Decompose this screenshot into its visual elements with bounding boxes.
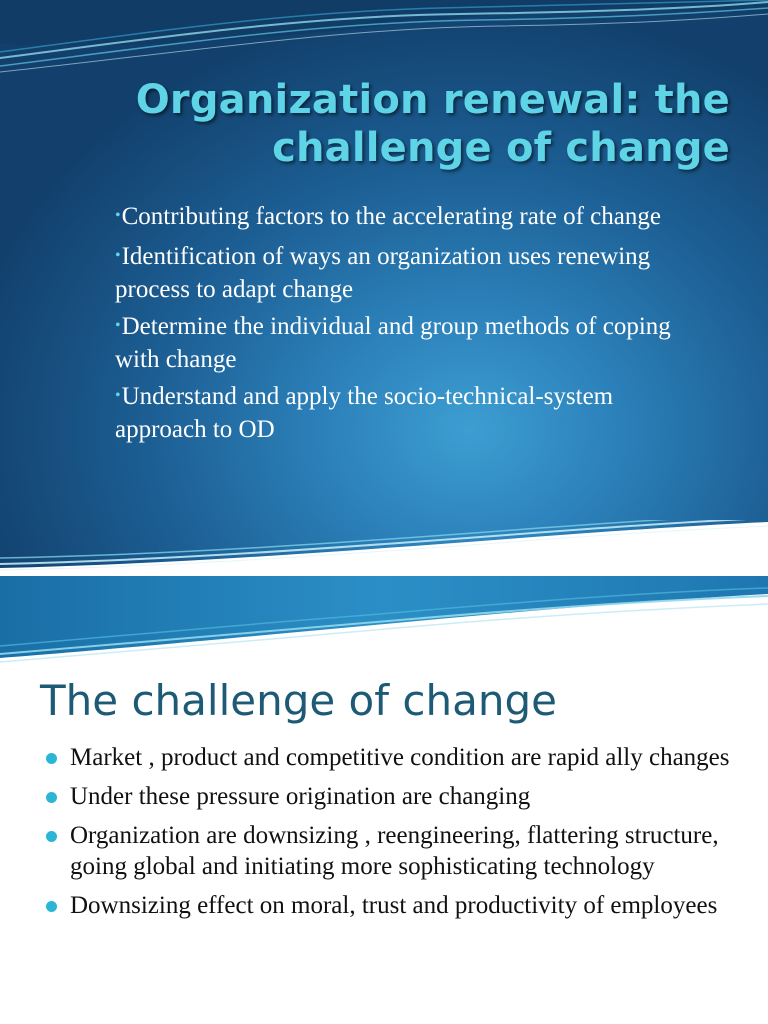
slide-2-bullet <box>46 781 736 812</box>
slide-2-bullet-text: Downsizing effect on moral, trust and productivity of employees <box>70 892 718 919</box>
slide-2-bullet-text: Under these pressure origination are changing <box>70 783 531 810</box>
slide-2 <box>0 576 768 1024</box>
bullet-dot-icon: • <box>115 317 121 334</box>
slide-1-bullet-text: Determine the individual and group methods of coping with change <box>115 313 671 373</box>
slide-1-bullet <box>115 382 675 445</box>
slide-1-bullet <box>115 312 675 375</box>
bullet-dot-icon <box>46 753 57 764</box>
slide-1-title: Organization renewal: the challenge of change <box>135 77 730 171</box>
slide-1-bullet-text: Understand and apply the socio-technical-system approach to OD <box>115 383 614 443</box>
bullet-dot-icon: • <box>115 247 121 264</box>
slide-2-bullet-text: Market , product and competitive condition are rapid ally changes <box>70 744 730 771</box>
bottom-wave-decoration <box>0 520 768 576</box>
bullet-dot-icon <box>46 901 57 912</box>
slide-1-bullet-text: Identification of ways an organization uses renewing process to adapt change <box>115 243 651 303</box>
slide-2-bullet-text: Organization are downsizing , reengineering, flattering structure, going global and initiating more sophisticating technology <box>70 822 719 880</box>
slide-2-title: The challenge of change <box>40 676 557 725</box>
slide-1-bullet <box>115 202 675 235</box>
top-wave-decoration <box>0 0 768 80</box>
slide-2-bullet <box>46 890 736 921</box>
slide-2-bullet <box>46 820 736 882</box>
slide-2-bullet <box>46 742 736 773</box>
slide-1-bullet-text: Contributing factors to the accelerating rate of change <box>121 203 661 230</box>
bullet-dot-icon: • <box>115 207 121 224</box>
header-wave-decoration <box>0 576 768 666</box>
slide-1-bullet-list <box>115 202 675 452</box>
bullet-dot-icon <box>46 831 57 842</box>
slide-1-bullet <box>115 242 675 305</box>
bullet-dot-icon <box>46 792 57 803</box>
bullet-dot-icon: • <box>115 387 121 404</box>
slide-2-bullet-list <box>46 742 736 929</box>
